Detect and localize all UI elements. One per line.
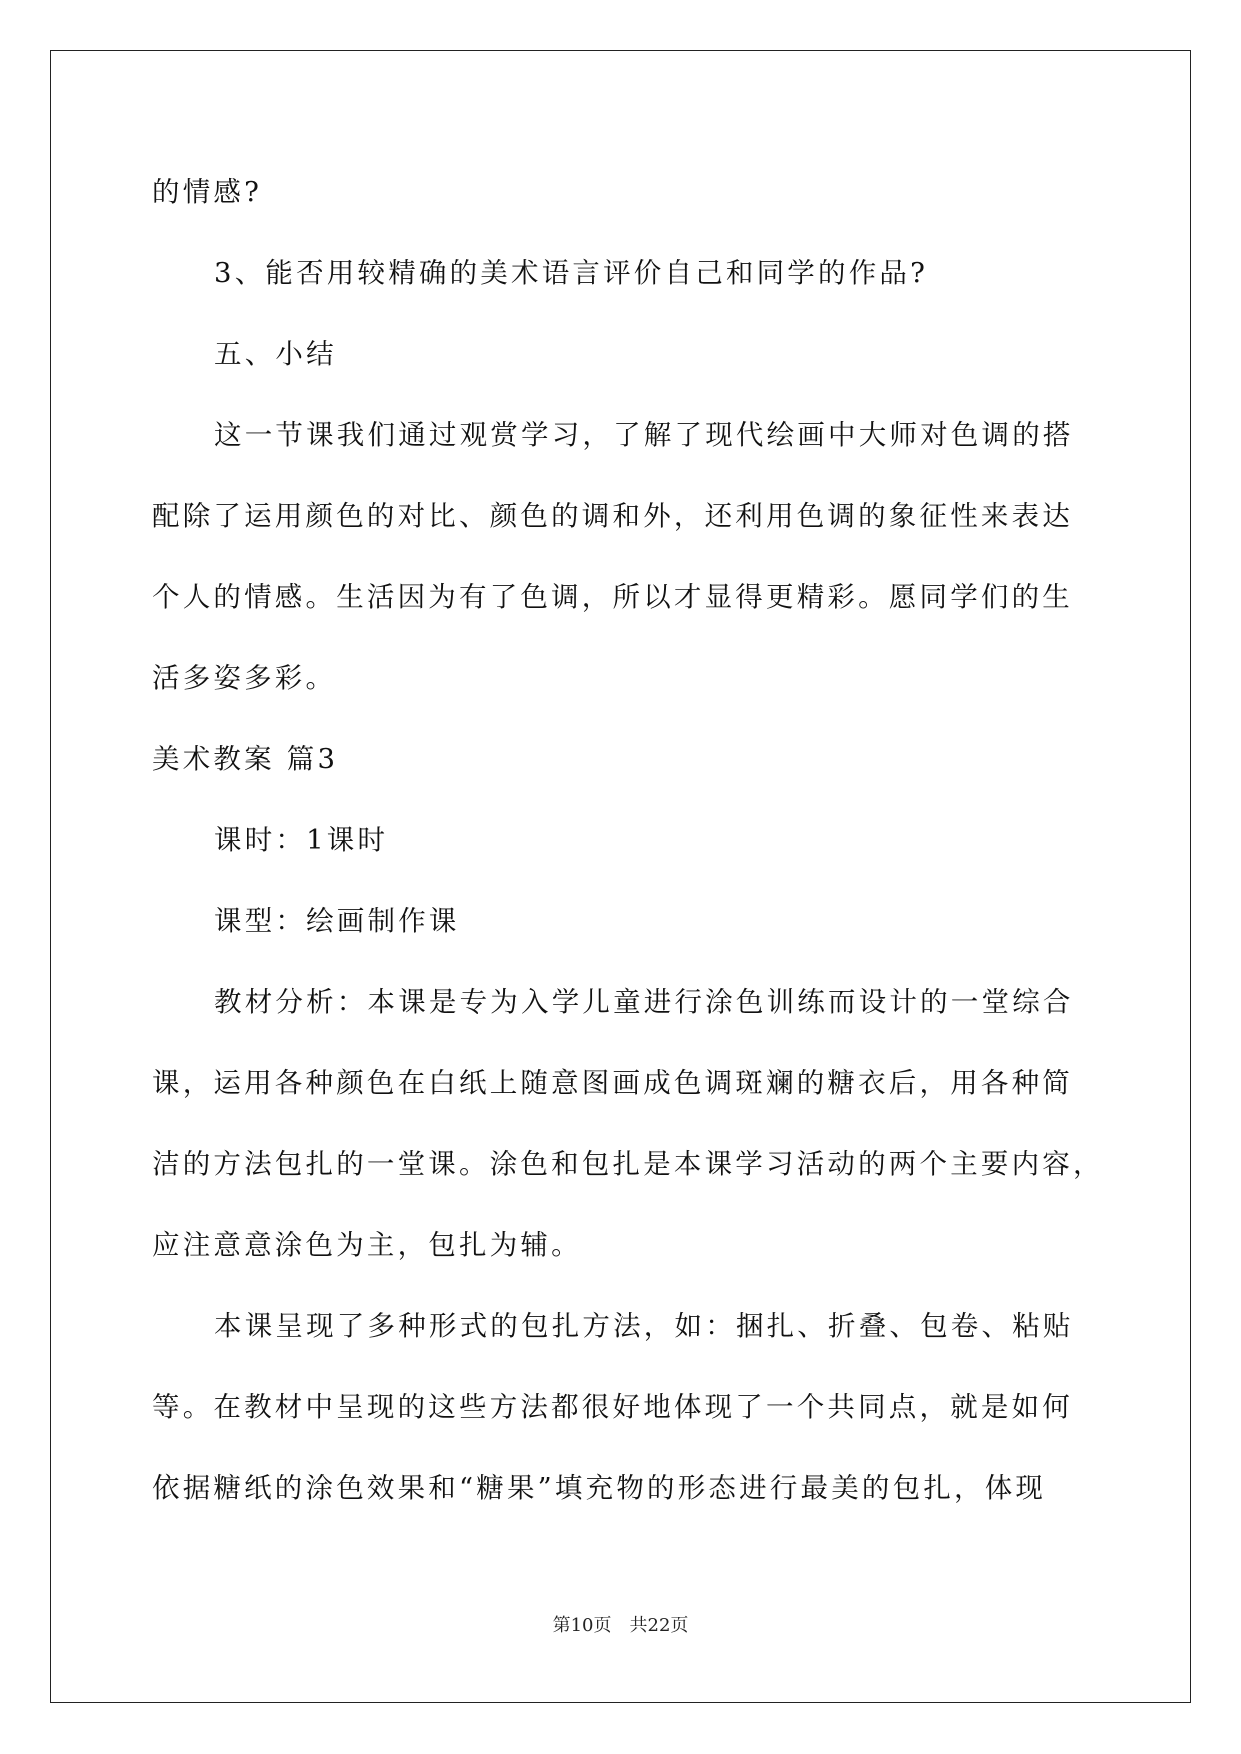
text-line: 洁的方法包扎的一堂课。涂色和包扎是本课学习活动的两个主要内容， xyxy=(152,1148,1104,1180)
text-line: 3、能否用较精确的美术语言评价自己和同学的作品? xyxy=(214,257,929,289)
page-number: 第10页 xyxy=(552,1615,612,1636)
text-line: 的情感? xyxy=(152,176,263,208)
text-line: 依据糖纸的涂色效果和“糖果”填充物的形态进行最美的包扎，体现 xyxy=(152,1472,1047,1504)
page-total: 共22页 xyxy=(629,1615,689,1636)
text-line: 课，运用各种颜色在白纸上随意图画成色调斑斓的糖衣后，用各种简 xyxy=(152,1067,1073,1099)
section-heading: 五、小结 xyxy=(214,338,337,370)
text-line: 应注意意涂色为主，包扎为辅。 xyxy=(152,1229,582,1261)
text-line: 活多姿多彩。 xyxy=(152,662,337,694)
text-line: 课型：绘画制作课 xyxy=(214,905,460,937)
text-line: 等。在教材中呈现的这些方法都很好地体现了一个共同点，就是如何 xyxy=(152,1391,1073,1423)
text-line: 课时：1课时 xyxy=(214,824,389,856)
article-title: 美术教案 篇3 xyxy=(152,743,339,775)
text-line: 个人的情感。生活因为有了色调，所以才显得更精彩。愿同学们的生 xyxy=(152,581,1073,613)
text-line: 这一节课我们通过观赏学习，了解了现代绘画中大师对色调的搭 xyxy=(214,419,1074,451)
page-border xyxy=(50,50,1191,1703)
page-footer xyxy=(0,1614,1241,1638)
text-line: 配除了运用颜色的对比、颜色的调和外，还利用色调的象征性来表达 xyxy=(152,500,1073,532)
text-line: 教材分析：本课是专为入学儿童进行涂色训练而设计的一堂综合 xyxy=(214,986,1074,1018)
text-line: 本课呈现了多种形式的包扎方法，如：捆扎、折叠、包卷、粘贴 xyxy=(214,1310,1074,1342)
